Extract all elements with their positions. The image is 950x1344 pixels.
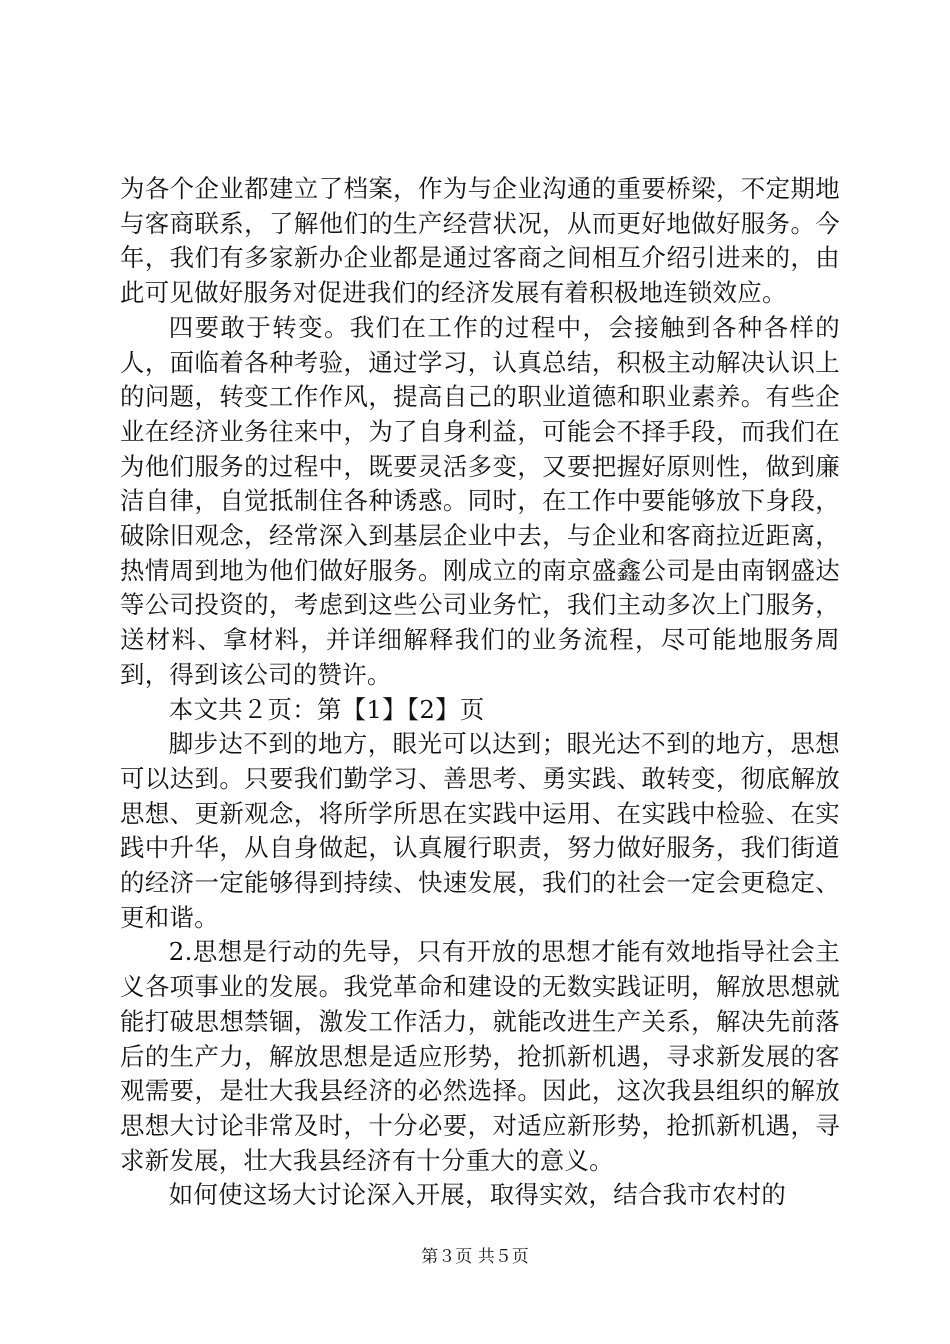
paragraph-discussion: 如何使这场大讨论深入开展，取得实效，结合我市农村的 bbox=[168, 1180, 787, 1210]
paragraph-section-2: 2.思想是行动的先导，只有开放的思想才能有效地指导社会主义各项事业的发展。我党革命和建设的无数实践证明，解放思想就能打破思想禁锢，激发工作活力，就能改进生产关系，解决先前落后的生产力，解放思想是适应形势，抢抓新机遇，寻求新发展的客观需要，是壮大我县经济的必然选择。因此，这次我县组织的解放思想大讨论非常及时，十分必要，对适应新形势，抢抓新机遇，寻求新发展，壮大我县经济有十分重大的意义。 bbox=[120, 937, 840, 1175]
paragraph-dare-to-change: 四要敢于转变。我们在工作的过程中，会接触到各种各样的人，面临着各种考验，通过学习，认真总结，积极主动解决认识上的问题，转变工作作风，提高自己的职业道德和职业素养。有些企业在经济业务往来中，为了自身利益，可能会不择手段，而我们在为他们服务的过程中，既要灵活多变，又要把握好原则性，做到廉洁自律，自觉抵制住各种诱惑。同时，在工作中要能够放下身段，破除旧观念，经常深入到基层企业中去，与企业和客商拉近距离，热情周到地为他们做好服务。刚成立的南京盛鑫公司是由南钢盛达等公司投资的，考虑到这些公司业务忙，我们主动多次上门服务，送材料、拿材料，并详细解释我们的业务流程，尽可能地服务周到，得到该公司的赞许。 bbox=[120, 312, 840, 689]
pagination-note: 本文共２页：第【1】【2】页 bbox=[168, 694, 485, 724]
paragraph-continuation: 为各个企业都建立了档案，作为与企业沟通的重要桥梁，不定期地与客商联系，了解他们的生产经营状况，从而更好地做好服务。今年，我们有多家新办企业都是通过客商之间相互介绍引进来的，由此可见做好服务对促进我们的经济发展有着积极地连锁效应。 bbox=[120, 174, 840, 308]
paragraph-conclusion: 脚步达不到的地方，眼光可以达到；眼光达不到的地方，思想可以达到。只要我们勤学习、善思考、勇实践、敢转变，彻底解放思想、更新观念，将所学所思在实践中运用、在实践中检验、在实践中升华，从自身做起，认真履行职责，努力做好服务，我们街道的经济一定能够得到持续、快速发展，我们的社会一定会更稳定、更和谐。 bbox=[120, 729, 840, 932]
page-footer: 第３页 共５页 bbox=[421, 1247, 529, 1267]
document-body bbox=[120, 172, 840, 1213]
